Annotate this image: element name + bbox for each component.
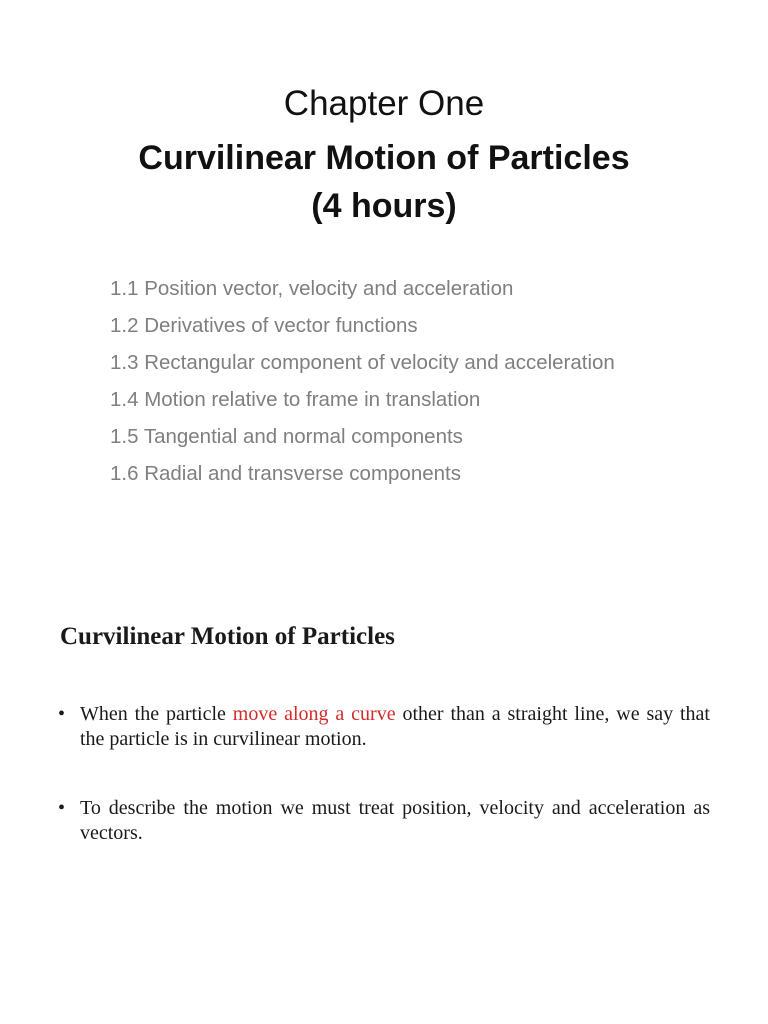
bullet-text: To describe the motion we must treat position, velocity and acceleration as vectors. xyxy=(80,797,710,844)
bullet-icon: • xyxy=(58,797,66,819)
chapter-title-line: Curvilinear Motion of Particles xyxy=(138,139,630,177)
toc-item: 1.5 Tangential and normal components xyxy=(110,425,463,448)
highlighted-text: move along a curve xyxy=(232,703,396,725)
chapter-title xyxy=(0,134,768,230)
toc-item: 1.3 Rectangular component of velocity and acceleration xyxy=(110,351,615,374)
chapter-duration: (4 hours) xyxy=(311,187,457,225)
bullet-item xyxy=(58,796,710,846)
toc-item: 1.6 Radial and transverse components xyxy=(110,462,461,485)
table-of-contents xyxy=(110,270,750,492)
slide-title: Curvilinear Motion of Particles xyxy=(60,623,395,650)
curvilinear-motion-slide xyxy=(0,590,768,1024)
toc-item: 1.1 Position vector, velocity and acceleration xyxy=(110,277,514,300)
toc-item: 1.2 Derivatives of vector functions xyxy=(110,314,418,337)
bullet-icon: • xyxy=(58,703,66,725)
bullet-text: When the particle xyxy=(80,703,233,725)
bullet-list xyxy=(58,702,710,890)
toc-item: 1.4 Motion relative to frame in translation xyxy=(110,388,481,411)
bullet-item xyxy=(58,702,710,752)
chapter-label: Chapter One xyxy=(283,84,485,123)
bullet-text: other than a straight line, we say that the particle is in curvilinear motion. xyxy=(80,703,710,750)
